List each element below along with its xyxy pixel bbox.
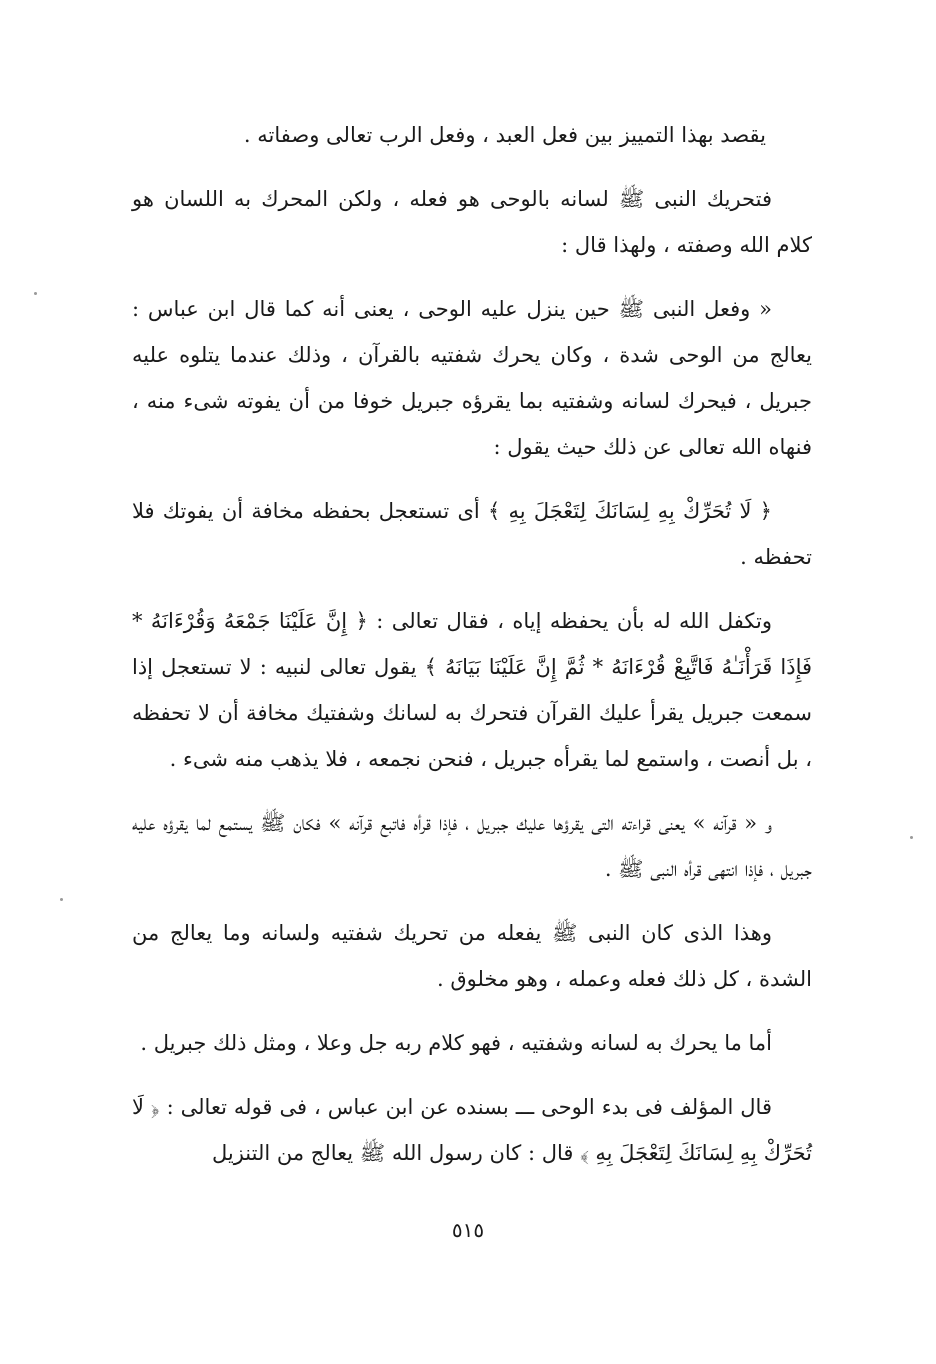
scan-speck xyxy=(60,898,63,901)
paragraph-2: فتحريك النبى ﷺ لسانه بالوحى هو فعله ، ولكن المحرك به اللسان هو كلام الله وصفته ، ولهذا قال : xyxy=(132,187,812,257)
scan-speck xyxy=(34,292,37,295)
page-number: ٥١٥ xyxy=(451,1218,485,1242)
page-body xyxy=(132,112,812,1194)
paragraph-7: وهذا الذى كان النبى ﷺ يفعله من تحريك شفتيه ولسانه وما يعالج من الشدة ، كل ذلك فعله وعمله ، وهو مخلوق . xyxy=(132,921,812,991)
paragraph-9: قال المؤلف فى بدء الوحى ـــ بسنده عن ابن عباس ، فى قوله تعالى : ﴿ لَا تُحَرِّكْ بِهِ لِسَانَكَ لِتَعْجَلَ بِهِ ﴾ قال : كان رسول الله ﷺ يعالج من التنزيل xyxy=(132,1095,812,1165)
paragraph-8: أما ما يحرك به لسانه وشفتيه ، فهو كلام ربه جل وعلا ، ومثل ذلك جبريل . xyxy=(140,1031,772,1055)
paragraph-1: يقصد بهذا التمييز بين فعل العبد ، وفعل الرب تعالى وصفاته . xyxy=(243,123,766,147)
paragraph-4: ﴿ لَا تُحَرِّكْ بِهِ لِسَانَكَ لِتَعْجَلَ بِهِ ﴾ أى تستعجل بحفظه مخافة أن يفوتك فلا تحفظه . xyxy=(132,499,812,569)
scan-speck xyxy=(910,836,913,839)
paragraph-3: « وفعل النبى ﷺ حين ينزل عليه الوحى ، يعنى أنه كما قال ابن عباس : يعالج من الوحى شدة ، وكان يحرك شفتيه بالقرآن ، وذلك عندما يتلوه عليه جبريل ، فيحرك لسانه وشفتيه بما يقرؤه جبريل خوفا من أن يفوته شىء منه ، فنهاه الله تعالى عن ذلك حيث يقول : xyxy=(132,297,812,459)
paragraph-6: و « قرآنه » يعنى قراءته التى يقرؤها عليك جبريل ، فإذا قرأه فاتبع قرآنه » فكان ﷺ يستمع لما يقرؤه عليه جبريل ، فإذا انتهى قرأه النبى ﷺ . xyxy=(132,811,812,881)
paragraph-5: وتكفل الله له بأن يحفظه إياه ، فقال تعالى : ﴿ إِنَّ عَلَيْنَا جَمْعَهُ وَقُرْءَانَهُ * فَإِذَا قَرَأْنَـٰهُ فَاتَّبِعْ قُرْءَانَهُ * ثُمَّ إِنَّ عَلَيْنَا بَيَانَهُ ﴾ يقول تعالى لنبيه : لا تستعجل إذا سمعت جبريل يقرأ عليك القرآن فتحرك به لسانك وشفتيك مخافة أن لا تحفظه ، بل أنصت ، واستمع لما يقرأه جبريل ، فنحن نجمعه ، فلا يذهب منه شىء . xyxy=(132,609,812,771)
